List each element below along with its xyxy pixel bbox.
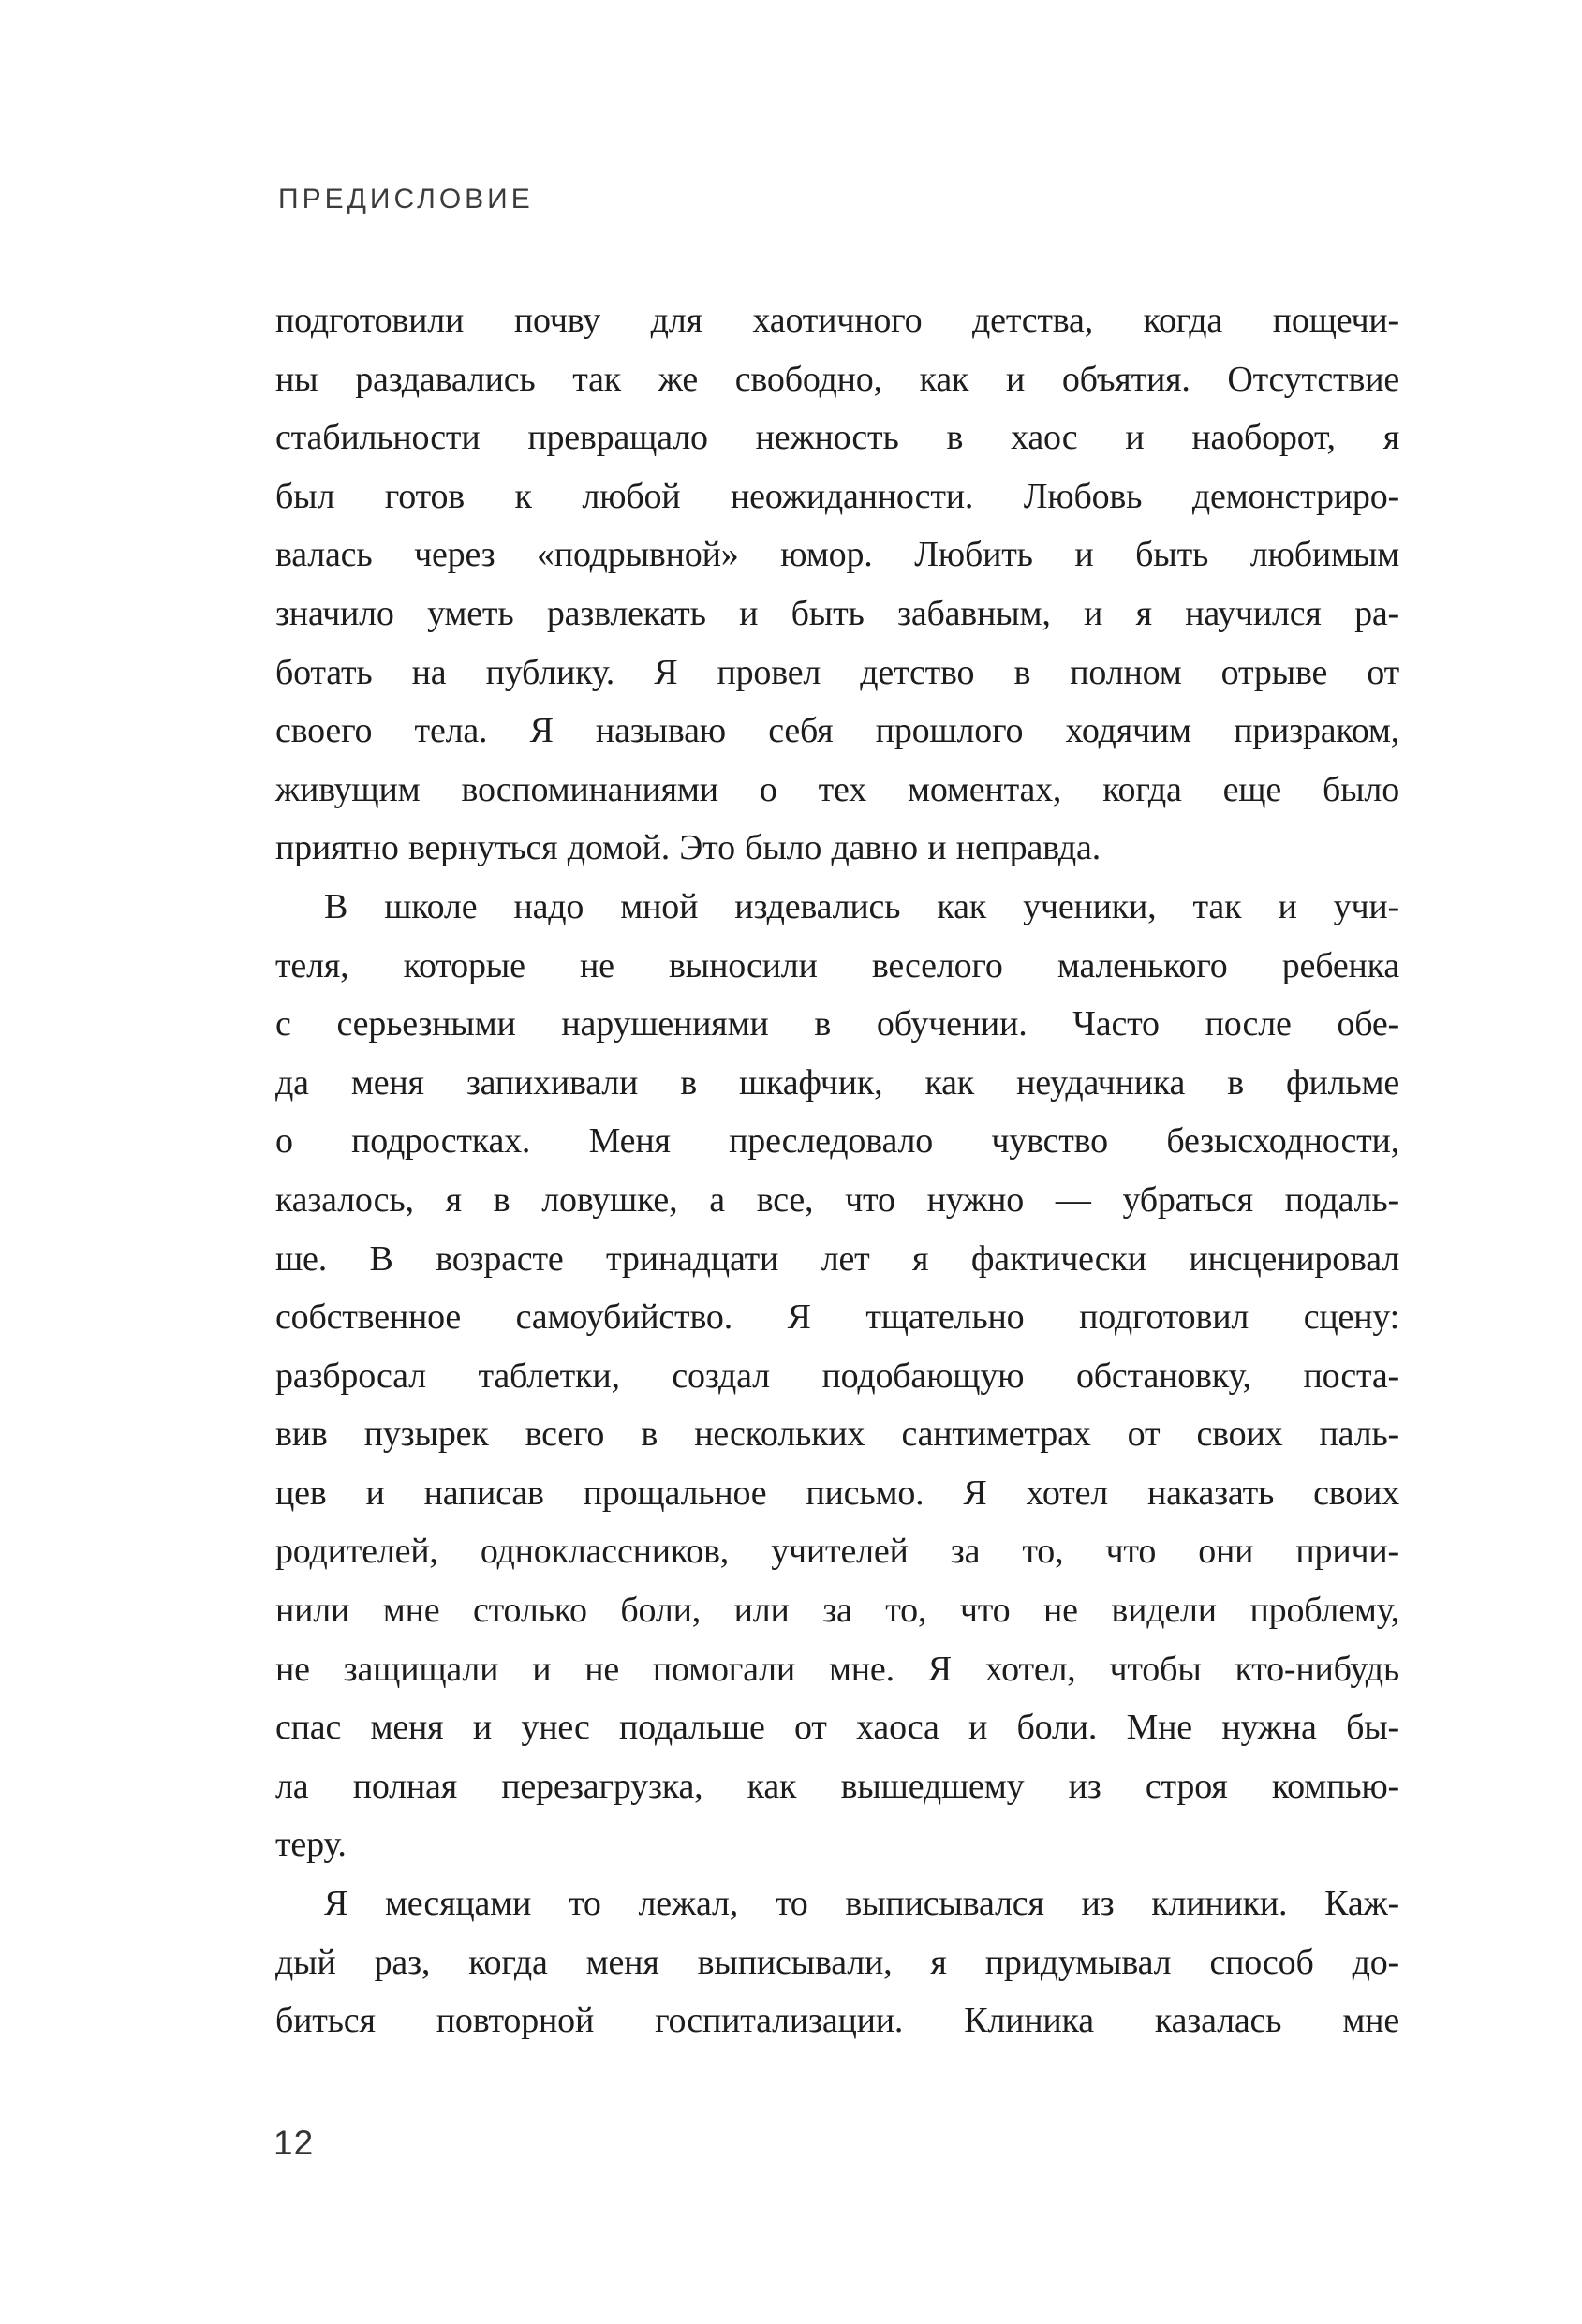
page-number: 12	[274, 2124, 315, 2162]
text-line: теру.	[275, 1825, 347, 1865]
text-line: родителей, одноклассников, учителей за то, что они причи-	[275, 1532, 1399, 1572]
body-text-block	[275, 291, 1399, 2050]
text-line: стабильности превращало нежность в хаос и наоборот, я	[275, 418, 1399, 458]
text-line: спас меня и унес подальше от хаоса и боли. Мне нужна бы-	[275, 1708, 1399, 1748]
text-line: цев и написав прощальное письмо. Я хотел наказать своих	[275, 1473, 1399, 1513]
text-line: Я месяцами то лежал, то выписывался из клиники. Каж-	[324, 1884, 1399, 1924]
text-line: да меня запихивали в шкафчик, как неудачника в фильме	[275, 1062, 1399, 1103]
text-line: нили мне столько боли, или за то, что не видели проблему,	[275, 1591, 1399, 1631]
text-line: казалось, я в ловушке, а все, что нужно — убраться подаль-	[275, 1179, 1399, 1220]
text-line: своего тела. Я называю себя прошлого ходячим призраком,	[275, 711, 1399, 751]
text-line: дый раз, когда меня выписывали, я придумывал способ до-	[275, 1942, 1399, 1982]
text-line: собственное самоубийство. Я тщательно подготовил сцену:	[275, 1297, 1399, 1338]
text-line: подготовили почву для хаотичного детства, когда пощечи-	[275, 301, 1399, 340]
text-line: приятно вернуться домой. Это было давно и неправда.	[275, 828, 1101, 868]
text-line: о подростках. Меня преследовало чувство безысходности,	[275, 1121, 1399, 1162]
text-line: В школе надо мной издевались как ученики, так и учи-	[324, 886, 1399, 926]
chapter-running-head: ПРЕДИСЛОВИЕ	[278, 184, 534, 215]
text-line: ны раздавались так же свободно, как и объятия. Отсутствие	[275, 359, 1399, 399]
text-line: с серьезными нарушениями в обучении. Часто после обе-	[275, 1004, 1399, 1044]
text-line: теля, которые не выносили веселого маленького ребенка	[275, 945, 1399, 985]
text-line: значило уметь развлекать и быть забавным, и я научился ра-	[275, 593, 1399, 633]
text-line: живущим воспоминаниями о тех моментах, когда еще было	[275, 769, 1399, 809]
text-line: биться повторной госпитализации. Клиника казалась мне	[275, 2001, 1399, 2041]
text-line: ше. В возрасте тринадцати лет я фактически инсценировал	[275, 1238, 1399, 1279]
text-line: разбросал таблетки, создал подобающую обстановку, поста-	[275, 1355, 1399, 1396]
text-line: не защищали и не помогали мне. Я хотел, чтобы кто-нибудь	[275, 1649, 1399, 1689]
text-line: был готов к любой неожиданности. Любовь демонстриро-	[275, 476, 1399, 516]
text-line: валась через «подрывной» юмор. Любить и быть любимым	[275, 535, 1399, 575]
text-line: ботать на публику. Я провел детство в полном отрыве от	[275, 652, 1399, 692]
text-line: ла полная перезагрузка, как вышедшему из строя компью-	[275, 1766, 1399, 1806]
text-line: вив пузырек всего в нескольких сантиметрах от своих паль-	[275, 1414, 1399, 1455]
